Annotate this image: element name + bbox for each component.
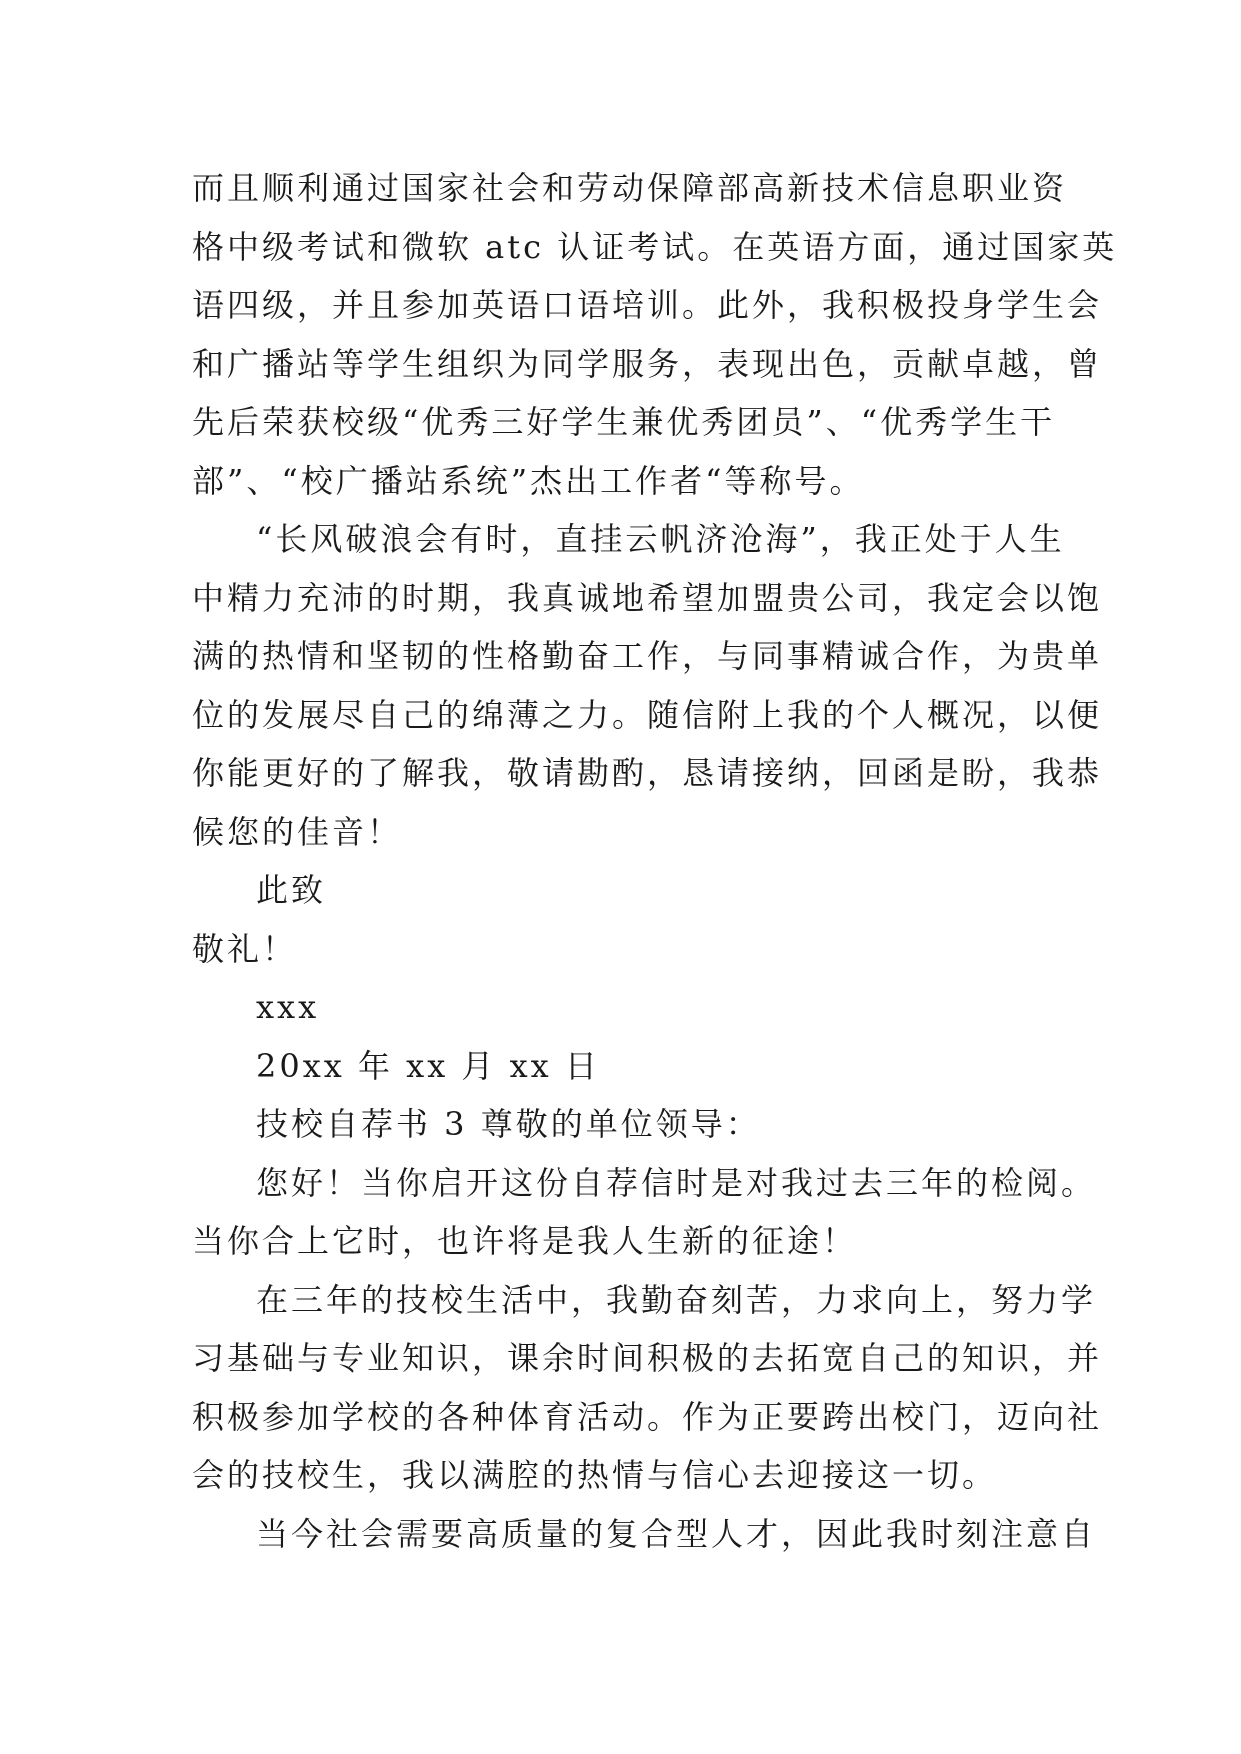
text-line: 先后荣获校级“优秀三好学生兼优秀团员”、“优秀学生干	[192, 403, 1056, 441]
text-line: 技校自荐书 3 尊敬的单位领导：	[256, 1105, 761, 1143]
text-line: 位的发展尽自己的绵薄之力。随信附上我的个人概况，以便	[192, 695, 1103, 734]
text-line: 积极参加学校的各种体育活动。作为正要跨出校门，迈向社	[192, 1397, 1103, 1436]
text-line: 你能更好的了解我，敬请勘酌，恳请接纳，回函是盼，我恭	[192, 754, 1103, 792]
text-line: 此致	[256, 871, 327, 909]
text-line: 和广播站等学生组织为同学服务，表现出色，贡献卓越，曾	[192, 344, 1103, 383]
text-line: 在三年的技校生活中，我勤奋刻苦，力求向上，努力学	[256, 1280, 1097, 1319]
text-line: 会的技校生，我以满腔的热情与信心去迎接这一切。	[192, 1456, 998, 1494]
text-line: “长风破浪会有时，直挂云帆济沧海”，我正处于人生	[256, 520, 1065, 558]
text-line: 部”、“校广播站系统”杰出工作者“等称号。	[192, 461, 865, 500]
text-line: 习基础与专业知识，课余时间积极的去拓宽自己的知识，并	[192, 1339, 1103, 1377]
text-line: 满的热情和坚韧的性格勤奋工作，与同事精诚合作，为贵单	[192, 637, 1103, 675]
text-line: 20xx 年 xx 月 xx 日	[256, 1046, 600, 1085]
letter-body	[192, 159, 1118, 1563]
text-line: 格中级考试和微软 atc 认证考试。在英语方面，通过国家英	[192, 227, 1118, 266]
text-line: xxx	[256, 988, 320, 1026]
text-line: 候您的佳音！	[192, 812, 403, 851]
text-line: 当你合上它时，也许将是我人生新的征途！	[192, 1222, 858, 1260]
text-line: 您好！当你启开这份自荐信时是对我过去三年的检阅。	[256, 1163, 1097, 1202]
text-line: 而且顺利通过国家社会和劳动保障部高新技术信息职业资	[192, 169, 1068, 207]
text-line: 敬礼！	[192, 929, 298, 968]
text-line: 语四级，并且参加英语口语培训。此外，我积极投身学生会	[192, 286, 1103, 324]
text-line: 中精力充沛的时期，我真诚地希望加盟贵公司，我定会以饱	[192, 578, 1103, 617]
text-line: 当今社会需要高质量的复合型人才，因此我时刻注意自	[256, 1514, 1097, 1553]
